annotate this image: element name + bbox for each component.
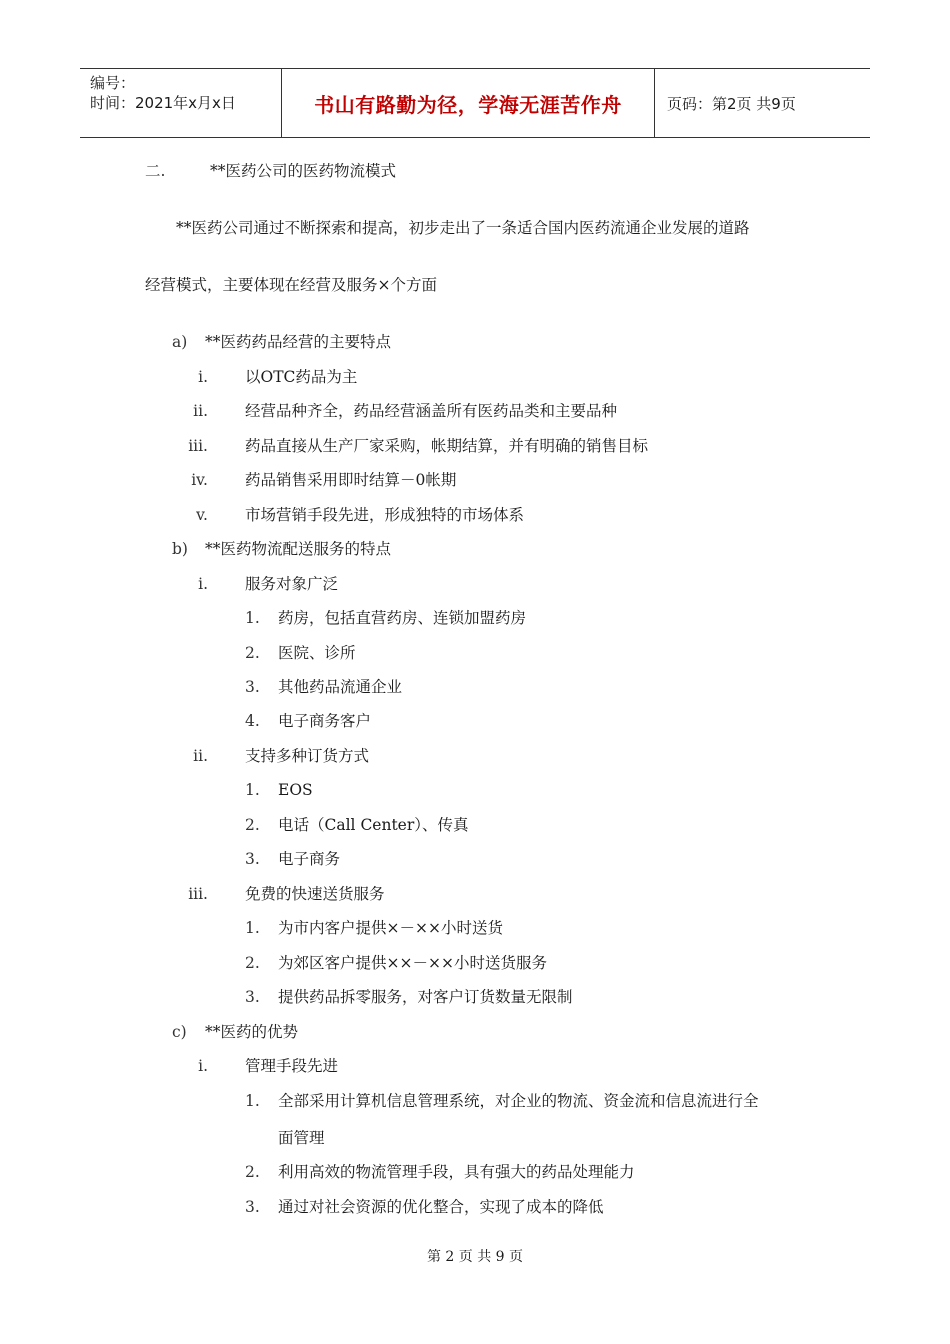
outline-text-b-ii-1: EOS — [278, 781, 313, 799]
outline-marker-b-ii-1: 1. — [245, 781, 260, 799]
outline-marker-b-ii-2: 2. — [245, 816, 260, 834]
section-number: 二. — [145, 162, 166, 180]
header-motto: 书山有路勤为径，学海无涯苦作舟 — [314, 92, 622, 117]
outline-text-b: **医药物流配送服务的特点 — [205, 540, 392, 558]
section-title: **医药公司的医药物流模式 — [210, 162, 397, 180]
outline-text-b-ii: 支持多种订货方式 — [245, 747, 370, 765]
page-footer: 第 2 页 共 9 页 — [426, 1249, 524, 1265]
doc-date-label: 时间：2021年x月x日 — [90, 94, 236, 112]
outline-text-a-iii: 药品直接从生产厂家采购，帐期结算，并有明确的销售目标 — [245, 437, 649, 455]
outline-text-b-iii-2: 为郊区客户提供××－××小时送货服务 — [278, 954, 547, 972]
outline-text-a: **医药药品经营的主要特点 — [205, 333, 392, 351]
outline-text-b-i-2: 医院、诊所 — [278, 644, 356, 662]
outline-marker-b-iii-1: 1. — [245, 919, 260, 937]
header-meta-cell — [80, 69, 282, 137]
outline-text-a-ii: 经营品种齐全，药品经营涵盖所有医药品类和主要品种 — [245, 402, 618, 420]
outline-text-a-v: 市场营销手段先进，形成独特的市场体系 — [245, 506, 525, 524]
outline-text-b-ii-3: 电子商务 — [278, 850, 341, 868]
header-page-label: 页码：第2页 共9页 — [667, 94, 796, 113]
outline-marker-b-i-3: 3. — [245, 678, 260, 696]
outline-marker-c-i-3: 3. — [245, 1198, 260, 1216]
outline-marker-b: b) — [172, 540, 188, 558]
doc-number-label: 编号： — [90, 74, 136, 92]
intro-line-2: 经营模式，主要体现在经营及服务×个方面 — [145, 276, 437, 294]
outline-text-c-i-3: 通过对社会资源的优化整合，实现了成本的降低 — [278, 1198, 604, 1216]
outline-text-c-i: 管理手段先进 — [245, 1057, 339, 1075]
outline-marker-a-ii: ii. — [193, 402, 208, 420]
intro-line-1: **医药公司通过不断探索和提高，初步走出了一条适合国内医药流通企业发展的道路 — [176, 219, 750, 237]
outline-text-c-i-2: 利用高效的物流管理手段，具有强大的药品处理能力 — [278, 1163, 635, 1181]
header-motto-cell — [282, 69, 655, 137]
outline-text-a-iv: 药品销售采用即时结算－0帐期 — [245, 471, 457, 489]
outline-text-b-i-4: 电子商务客户 — [278, 712, 372, 730]
header-page-cell — [655, 69, 870, 137]
outline-text-b-iii: 免费的快速送货服务 — [245, 885, 385, 903]
outline-text-b-iii-1: 为市内客户提供×－××小时送货 — [278, 919, 503, 937]
outline-text-b-iii-3: 提供药品拆零服务，对客户订货数量无限制 — [278, 988, 573, 1006]
outline-marker-a-i: i. — [198, 368, 208, 386]
outline-marker-a-iv: iv. — [191, 471, 208, 489]
outline-text-b-i-3: 其他药品流通企业 — [278, 678, 403, 696]
outline-marker-b-ii-3: 3. — [245, 850, 260, 868]
outline-text-a-i: 以OTC药品为主 — [245, 368, 358, 386]
outline-marker-b-ii: ii. — [193, 747, 208, 765]
outline-text-b-i-1: 药房，包括直营药房、连锁加盟药房 — [278, 609, 527, 627]
outline-marker-b-i-4: 4. — [245, 712, 260, 730]
outline-text-c: **医药的优势 — [205, 1023, 299, 1041]
header-table — [80, 68, 870, 138]
outline-marker-c-i: i. — [198, 1057, 208, 1075]
outline-marker-a-iii: iii. — [188, 437, 208, 455]
outline-marker-c-i-1: 1. — [245, 1092, 260, 1110]
outline-text-b-ii-2: 电话（Call Center）、传真 — [278, 816, 469, 834]
outline-marker-a: a) — [172, 333, 188, 351]
outline-marker-c: c) — [172, 1023, 187, 1041]
outline-marker-b-i-2: 2. — [245, 644, 260, 662]
outline-marker-b-iii: iii. — [188, 885, 208, 903]
outline-marker-c-i-2: 2. — [245, 1163, 260, 1181]
outline-text-c-i-1b: 面管理 — [278, 1129, 325, 1147]
outline-marker-b-i-1: 1. — [245, 609, 260, 627]
outline-marker-b-i: i. — [198, 575, 208, 593]
outline-text-b-i: 服务对象广泛 — [245, 575, 339, 593]
outline-marker-a-v: v. — [196, 506, 208, 524]
outline-marker-b-iii-3: 3. — [245, 988, 260, 1006]
outline-text-c-i-1: 全部采用计算机信息管理系统，对企业的物流、资金流和信息流进行全 — [278, 1092, 759, 1110]
outline-marker-b-iii-2: 2. — [245, 954, 260, 972]
